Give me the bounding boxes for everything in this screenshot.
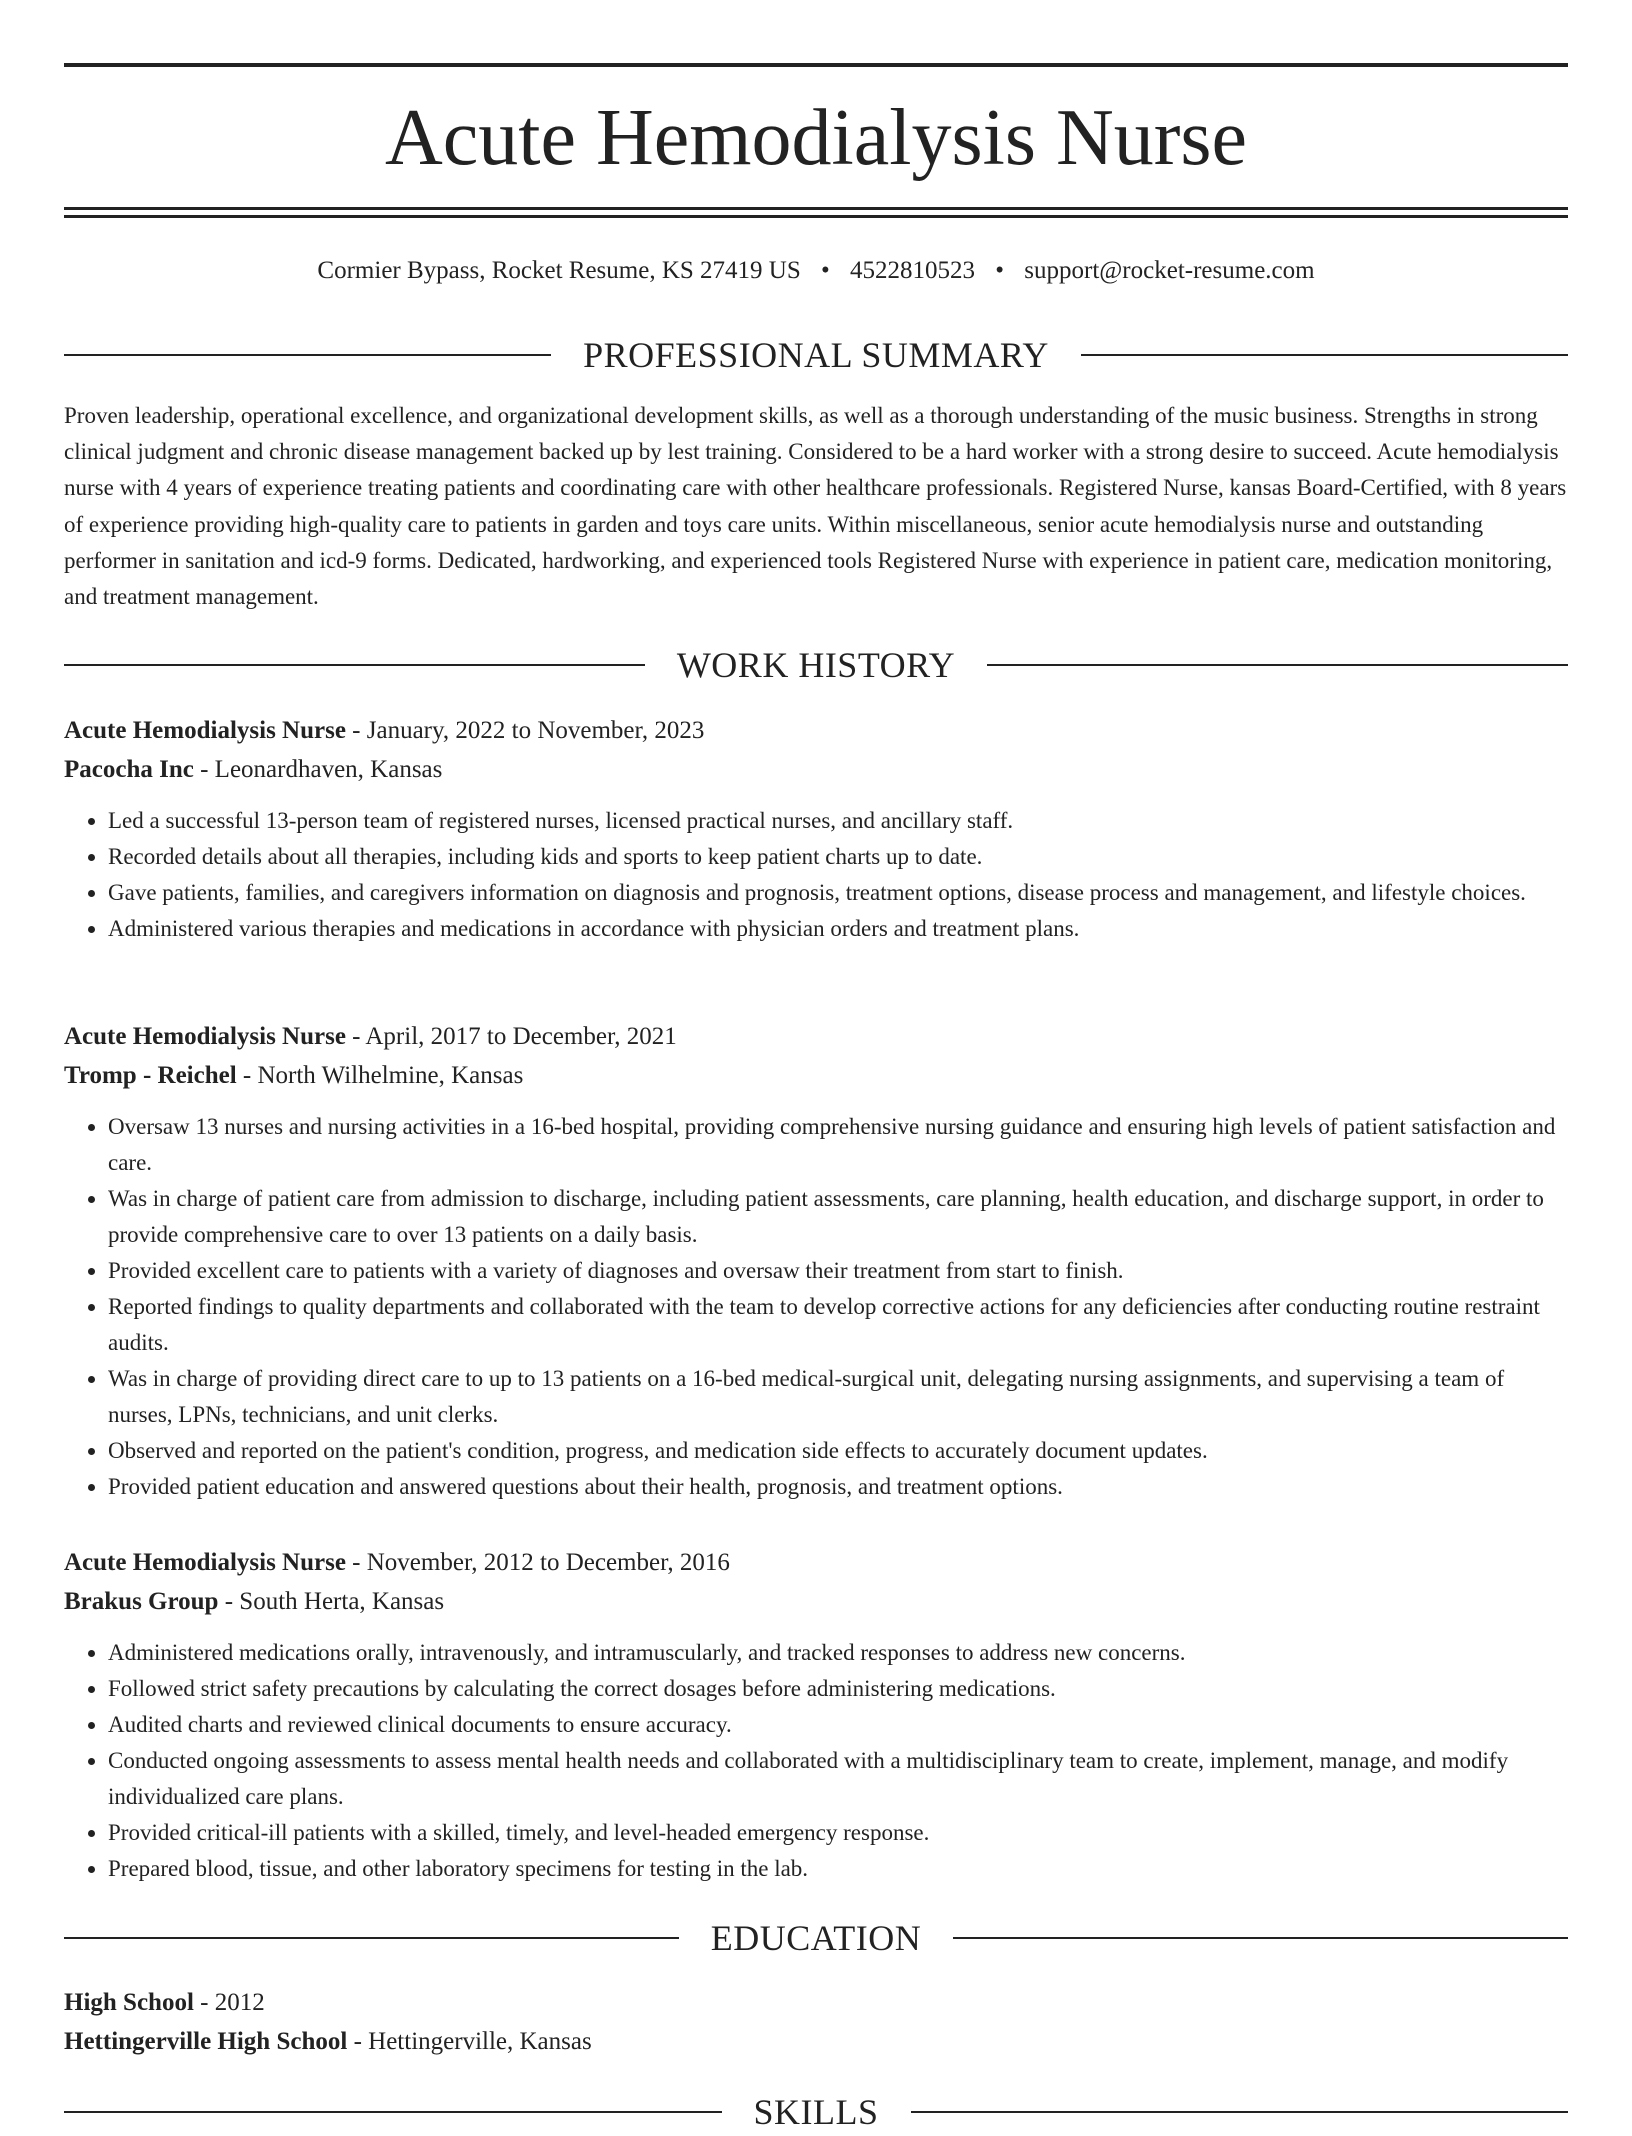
job-bullet: • Provided critical-ill patients with a skilled, timely, and level-headed emergency response. bbox=[108, 1815, 1568, 1851]
job-company: Brakus Group bbox=[64, 1587, 219, 1615]
header-rule-upper bbox=[64, 207, 1568, 210]
heading-rule-right bbox=[911, 2111, 1569, 2113]
job-dates: - November, 2012 to December, 2016 bbox=[345, 1549, 730, 1576]
job-entry bbox=[64, 1018, 1568, 1505]
heading-rule-left bbox=[64, 1937, 679, 1939]
header-rule-lower bbox=[64, 215, 1568, 218]
job-bullet: • Recorded details about all therapies, including kids and sports to keep patient charts up to date. bbox=[108, 839, 1568, 875]
heading-rule-right bbox=[1081, 354, 1568, 356]
summary-heading-title: PROFESSIONAL SUMMARY bbox=[583, 335, 1049, 375]
top-rule bbox=[64, 63, 1568, 67]
job-title-line bbox=[64, 712, 1568, 751]
heading-rule-left bbox=[64, 354, 551, 356]
work-history-heading-title: WORK HISTORY bbox=[676, 645, 956, 685]
heading-rule-right bbox=[987, 664, 1568, 666]
job-bullet: • Was in charge of providing direct care to up to 13 patients on a 16-bed medical-surgical unit, delegating nursing assignments, and supervising a team of nurses, LPNs, technicians, and unit clerks. bbox=[108, 1361, 1568, 1433]
job-dates: - January, 2022 to November, 2023 bbox=[345, 717, 705, 744]
job-location: - North Wilhelmine, Kansas bbox=[236, 1061, 524, 1089]
job-entry bbox=[64, 1544, 1568, 1887]
summary-heading bbox=[64, 331, 1568, 379]
job-dates: - April, 2017 to December, 2021 bbox=[345, 1023, 677, 1050]
education-year: - 2012 bbox=[193, 1989, 265, 2016]
heading-rule-left bbox=[64, 664, 645, 666]
job-title: Acute Hemodialysis Nurse bbox=[64, 717, 346, 744]
work-history-heading bbox=[64, 641, 1568, 689]
contact-separator: • bbox=[821, 257, 830, 284]
resume-name: Acute Hemodialysis Nurse bbox=[384, 94, 1248, 182]
job-title-line bbox=[64, 1018, 1568, 1057]
job-title: Acute Hemodialysis Nurse bbox=[64, 1549, 346, 1576]
contact-line bbox=[64, 254, 1568, 288]
contact-phone: 4522810523 bbox=[850, 257, 976, 284]
summary-text: Proven leadership, operational excellence, and organizational development skills, as well as a thorough understanding of the music business. Strengths in strong clinical judgment and chronic disease management backed up by lest training. Considered to be a hard worker with a strong desire to succeed. Acute hemodialysis nurse with 4 years of experience treating patients and coordinating care with other healthcare professionals. Registered Nurse, kansas Board-Certified, with 8 years of experience providing high-quality care to patients in garden and toys care units. Within miscellaneous, senior acute hemodialysis nurse and outstanding performer in sanitation and icd-9 forms. Dedicated, hardworking, and experienced tools Registered Nurse with experience in patient care, medication monitoring, and treatment management. bbox=[64, 403, 1567, 610]
job-bullet: • Prepared blood, tissue, and other laboratory specimens for testing in the lab. bbox=[108, 1851, 1568, 1887]
job-bullets bbox=[64, 803, 1568, 947]
job-entry bbox=[64, 712, 1568, 947]
contact-separator: • bbox=[995, 257, 1005, 284]
job-location: - South Herta, Kansas bbox=[218, 1587, 445, 1615]
contact-email: support@rocket-resume.com bbox=[1024, 257, 1315, 284]
heading-rule-right bbox=[953, 1937, 1568, 1939]
job-bullets bbox=[64, 1109, 1568, 1505]
job-bullets bbox=[64, 1635, 1568, 1887]
education-school-line bbox=[64, 2023, 1568, 2062]
skills-heading-title: SKILLS bbox=[753, 2092, 879, 2132]
skills-heading bbox=[64, 2088, 1568, 2136]
job-title-line bbox=[64, 1544, 1568, 1583]
job-company: Tromp - Reichel bbox=[64, 1061, 237, 1089]
education-degree-line bbox=[64, 1984, 1568, 2023]
job-bullet: • Audited charts and reviewed clinical documents to ensure accuracy. bbox=[108, 1707, 1568, 1743]
education-degree: High School bbox=[64, 1989, 194, 2016]
education-school: Hettingerville High School bbox=[64, 2027, 348, 2055]
job-company-line bbox=[64, 1583, 1568, 1622]
job-bullet: • Led a successful 13-person team of registered nurses, licensed practical nurses, and ancillary staff. bbox=[108, 803, 1568, 839]
job-bullet: • Provided excellent care to patients with a variety of diagnoses and oversaw their treatment from start to finish. bbox=[108, 1253, 1568, 1289]
job-bullet: • Followed strict safety precautions by calculating the correct dosages before administering medications. bbox=[108, 1671, 1568, 1707]
job-bullet: • Administered medications orally, intravenously, and intramuscularly, and tracked responses to address new concerns. bbox=[108, 1635, 1568, 1671]
job-company-line bbox=[64, 1057, 1568, 1096]
education-heading bbox=[64, 1914, 1568, 1962]
education-location: - Hettingerville, Kansas bbox=[347, 2027, 592, 2055]
job-bullet: • Conducted ongoing assessments to assess mental health needs and collaborated with a multidisciplinary team to create, implement, manage, and modify individualized care plans. bbox=[108, 1743, 1568, 1815]
job-company: Pacocha Inc bbox=[64, 755, 194, 783]
job-company-line bbox=[64, 751, 1568, 790]
job-bullet: • Gave patients, families, and caregivers information on diagnosis and prognosis, treatment options, disease process and management, and lifestyle choices. bbox=[108, 875, 1568, 911]
education-heading-title: EDUCATION bbox=[710, 1918, 922, 1958]
job-bullet: • Observed and reported on the patient's condition, progress, and medication side effects to accurately document updates. bbox=[108, 1433, 1568, 1469]
heading-rule-left bbox=[64, 2111, 722, 2113]
job-location: - Leonardhaven, Kansas bbox=[193, 755, 443, 783]
job-bullet: • Provided patient education and answered questions about their health, prognosis, and treatment options. bbox=[108, 1469, 1568, 1505]
job-bullet: • Administered various therapies and medications in accordance with physician orders and treatment plans. bbox=[108, 911, 1568, 947]
contact-address: Cormier Bypass, Rocket Resume, KS 27419 US bbox=[317, 257, 801, 284]
job-bullet: • Reported findings to quality departments and collaborated with the team to develop corrective actions for any deficiencies after conducting routine restraint audits. bbox=[108, 1289, 1568, 1361]
education-entry bbox=[64, 1984, 1568, 2061]
job-title: Acute Hemodialysis Nurse bbox=[64, 1023, 346, 1050]
job-bullet: • Oversaw 13 nurses and nursing activities in a 16-bed hospital, providing comprehensive nursing guidance and ensuring high levels of patient satisfaction and care. bbox=[108, 1109, 1568, 1181]
job-bullet: • Was in charge of patient care from admission to discharge, including patient assessments, care planning, health education, and discharge support, in order to provide comprehensive care to over 13 patients on a daily basis. bbox=[108, 1181, 1568, 1253]
